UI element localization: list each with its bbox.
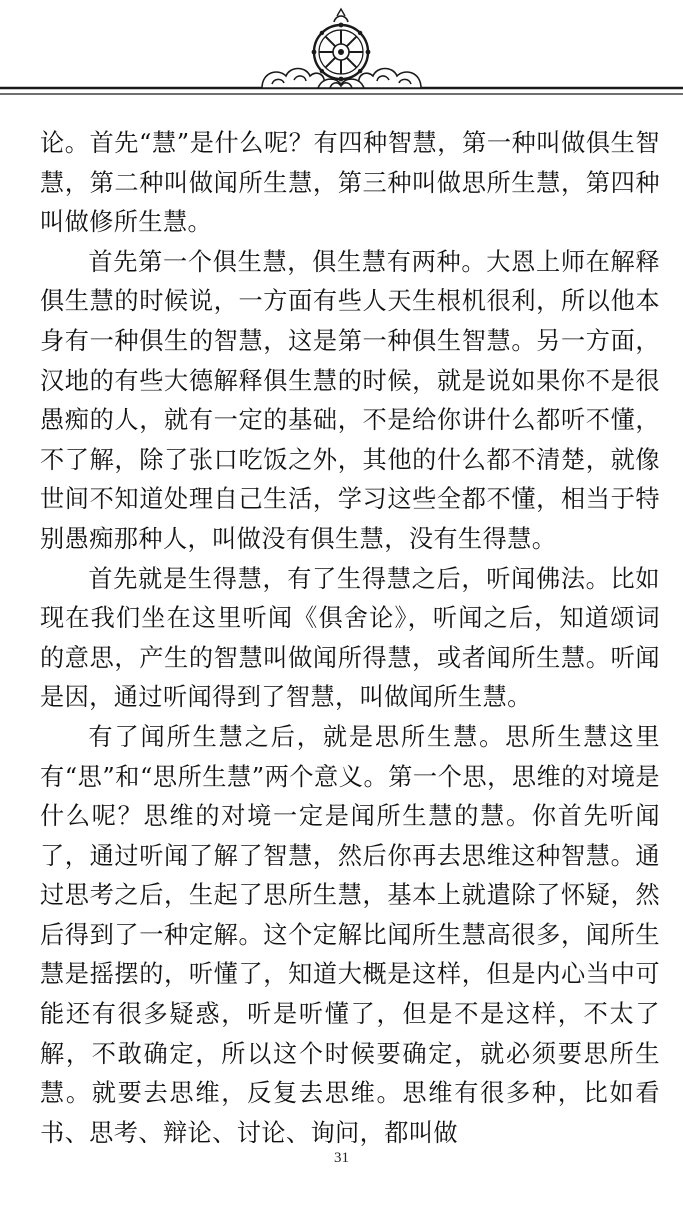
main-text-body xyxy=(40,124,660,1153)
paragraph-contemplation-wisdom: 有了闻所生慧之后，就是思所生慧。思所生慧这里有“思”和“思所生慧”两个意义。第一个思，思维的对境是什么呢？思维的对境一定是闻所生慧的慧。你首先听闻了，通过听闻了解了智慧，然后你再去思维这种智慧。通过思考之后，生起了思所生慧，基本上就遣除了怀疑，然后得到了一种定解。这个定解比闻所生慧高很多，闻所生慧是摇摆的，听懂了，知道大概是这样，但是内心当中可能还有很多疑惑，听是听懂了，但是不是这样，不太了解，不敢确定，所以这个时候要确定，就必须要思所生慧。就要去思维，反复去思维。思维有很多种，比如看书、思考、辩论、讨论、询问，都叫做 xyxy=(40,722,660,1147)
paragraph-continuation: 论。首先“慧”是什么呢？有四种智慧，第一种叫做俱生智慧，第二种叫做闻所生慧，第三种叫做思所生慧，第四种叫做修所生慧。 xyxy=(40,129,660,237)
dharma-wheel-header-icon xyxy=(0,0,683,110)
page-number: 31 xyxy=(334,1150,349,1166)
paragraph-innate-wisdom: 首先第一个俱生慧，俱生慧有两种。大恩上师在解释俱生慧的时候说，一方面有些人天生根机很利，所以他本身有一种俱生的智慧，这是第一种俱生智慧。另一方面，汉地的有些大德解释俱生慧的时候，就是说如果你不是很愚痴的人，就有一定的基础，不是给你讲什么都听不懂，不了解，除了张口吃饭之外，其他的什么都不清楚，就像世间不知道处理自己生活，学习这些全都不懂，相当于特别愚痴那种人，叫做没有俱生慧，没有生得慧。 xyxy=(40,247,660,553)
page-header-ornament xyxy=(0,0,683,110)
paragraph-hearing-wisdom: 首先就是生得慧，有了生得慧之后，听闻佛法。比如现在我们坐在这里听闻《俱舍论》，听闻之后，知道颂词的意思，产生的智慧叫做闻所得慧，或者闻所生慧。听闻是因，通过听闻得到了智慧，叫做闻所生慧。 xyxy=(40,564,660,712)
